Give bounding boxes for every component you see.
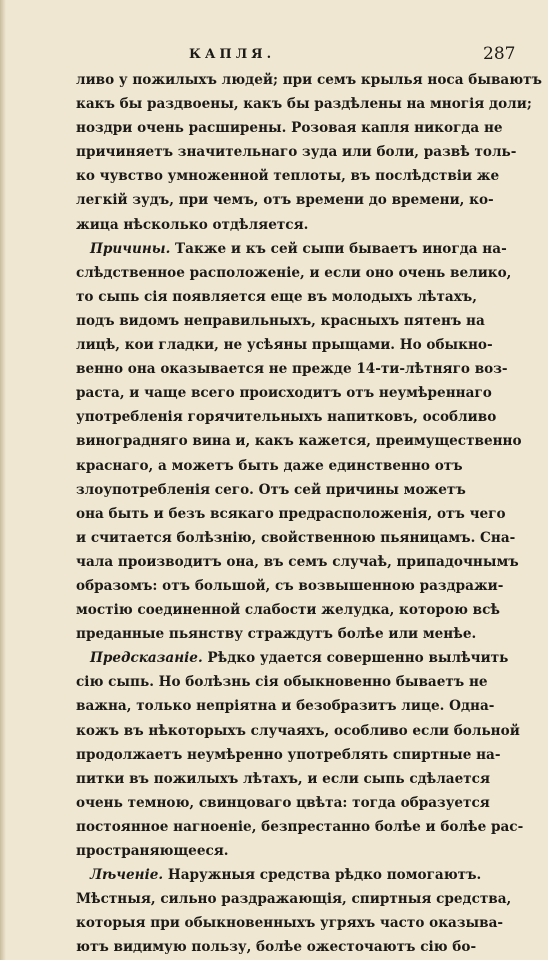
- text-line: [76, 743, 501, 767]
- text-line: [76, 285, 477, 309]
- page-number: 287: [483, 44, 516, 64]
- line-text: какъ бы раздвоены, какъ бы раздѣлены на многія доли;: [76, 96, 532, 113]
- text-line: [76, 598, 500, 622]
- text-line: [76, 237, 507, 261]
- line-text: мостію соединенной слабости желудка, которою всѣ: [76, 602, 500, 619]
- line-text: питки въ пожилыхъ лѣтахъ, и если сыпь сдѣлается: [76, 770, 490, 787]
- page-gutter: [0, 0, 6, 960]
- line-text: ютъ видимую пользу, болѣе ожесточаютъ сію бо-: [76, 939, 477, 956]
- line-text: Наружныя средства рѣдко помогаютъ.: [163, 867, 482, 884]
- line-text: пространяющееся.: [76, 843, 229, 859]
- line-text: которыя при обыкновенныхъ угряхъ часто оказыва-: [76, 915, 504, 932]
- line-text: кожъ въ нѣкоторыхъ случаяхъ, особливо если больной: [76, 722, 520, 739]
- line-text: раста, и чаще всего происходитъ отъ неумѣреннаго: [76, 385, 492, 402]
- text-line: [76, 116, 503, 140]
- text-line: [76, 694, 495, 718]
- text-line: [76, 68, 542, 92]
- text-line: [76, 791, 490, 815]
- line-text: очень темною, свинцоваго цвѣта: тогда образуется: [76, 794, 490, 811]
- text-line: [76, 815, 524, 839]
- line-text: лицѣ, кои гладки, не усѣяны прыщами. Но обыкно-: [76, 337, 493, 354]
- text-line: [76, 719, 520, 743]
- line-text: образомъ: отъ большой, съ возвышенною раздражи-: [76, 577, 504, 594]
- text-line: [76, 911, 504, 935]
- text-line: [76, 767, 490, 791]
- running-title: КАПЛЯ.: [189, 47, 276, 62]
- text-line: [76, 502, 506, 526]
- section-heading: Лѣченіе.: [90, 867, 164, 884]
- line-text: причиняетъ значительнаго зуда или боли, развѣ толь-: [76, 144, 517, 161]
- line-text: она быть и безъ всякаго предрасположенія, отъ чего: [76, 505, 506, 522]
- section-heading: Предсказаніе.: [90, 650, 203, 667]
- section-heading: Причины.: [90, 240, 171, 257]
- text-line: [76, 381, 492, 405]
- text-line: [76, 574, 504, 598]
- line-text: и считается болѣзнію, свойственною пьяницамъ. Сна-: [76, 529, 516, 546]
- page-header: [0, 44, 548, 66]
- line-text: Мѣстныя, сильно раздражающія, спиртныя средства,: [76, 891, 512, 908]
- text-line: [76, 839, 460, 863]
- line-text: Также и къ сей сыпи бываетъ иногда на-: [170, 240, 507, 257]
- line-text: сію сыпь. Но болѣзнь сія обыкновенно бываетъ не: [76, 674, 488, 691]
- text-line: [76, 405, 497, 429]
- text-line: [76, 622, 477, 646]
- text-line: [76, 454, 463, 478]
- line-text: употребленія горячительныхъ напитковъ, особливо: [76, 409, 497, 426]
- text-line: [76, 357, 508, 381]
- line-text: Рѣдко удается совершенно вылѣчить: [202, 650, 509, 667]
- text-line: [76, 164, 500, 188]
- text-line: [76, 863, 482, 887]
- text-line: [76, 188, 494, 212]
- line-text: ливо у пожилыхъ людей; при семъ крылья носа бываютъ: [76, 72, 542, 88]
- text-line: [76, 526, 516, 550]
- line-text: преданные пьянству страждутъ болѣе или менѣе.: [76, 626, 477, 643]
- line-text: важна, только непріятна и безобразитъ лице. Одна-: [76, 698, 495, 715]
- text-line: [76, 646, 509, 670]
- line-text: виноградняго вина и, какъ кажется, преимущественно: [76, 433, 522, 450]
- line-text: постоянное нагноеніе, безпрестанно болѣе и болѣе рас-: [76, 818, 524, 835]
- line-text: венно она оказывается не прежде 14-ти-лѣтняго воз-: [76, 361, 508, 378]
- line-text: жица нѣсколько отдѣляется.: [76, 216, 309, 233]
- text-line: [76, 670, 488, 694]
- line-text: продолжаетъ неумѣренно употреблять спиртные на-: [76, 746, 501, 763]
- text-line: [76, 333, 493, 357]
- text-line: [76, 429, 522, 453]
- text-line: [76, 261, 512, 285]
- text-line: [76, 935, 477, 959]
- line-text: ко чувство умноженной теплоты, въ послѣдствіи же: [76, 168, 500, 185]
- text-line: [76, 213, 460, 237]
- line-text: злоупотребленія сего. Отъ сей причины можетъ: [76, 481, 466, 498]
- line-text: чала производитъ она, въ семъ случаѣ, припадочнымъ: [76, 553, 519, 570]
- text-line: [76, 309, 485, 333]
- body-text: [76, 68, 542, 959]
- text-line: [76, 92, 532, 116]
- text-line: [76, 550, 519, 574]
- text-line: [76, 478, 466, 502]
- line-text: легкій зудъ, при чемъ, отъ времени до времени, ко-: [76, 192, 494, 209]
- line-text: краснаго, а можетъ быть даже единственно отъ: [76, 457, 463, 474]
- text-line: [76, 140, 517, 164]
- line-text: то сыпь сія появляется еще въ молодыхъ лѣтахъ,: [76, 288, 477, 305]
- line-text: подъ видомъ неправильныхъ, красныхъ пятенъ на: [76, 312, 485, 329]
- line-text: слѣдственное расположеніе, и если оно очень велико,: [76, 264, 512, 281]
- line-text: ноздри очень расширены. Розовая капля никогда не: [76, 120, 503, 137]
- text-line: [76, 887, 512, 911]
